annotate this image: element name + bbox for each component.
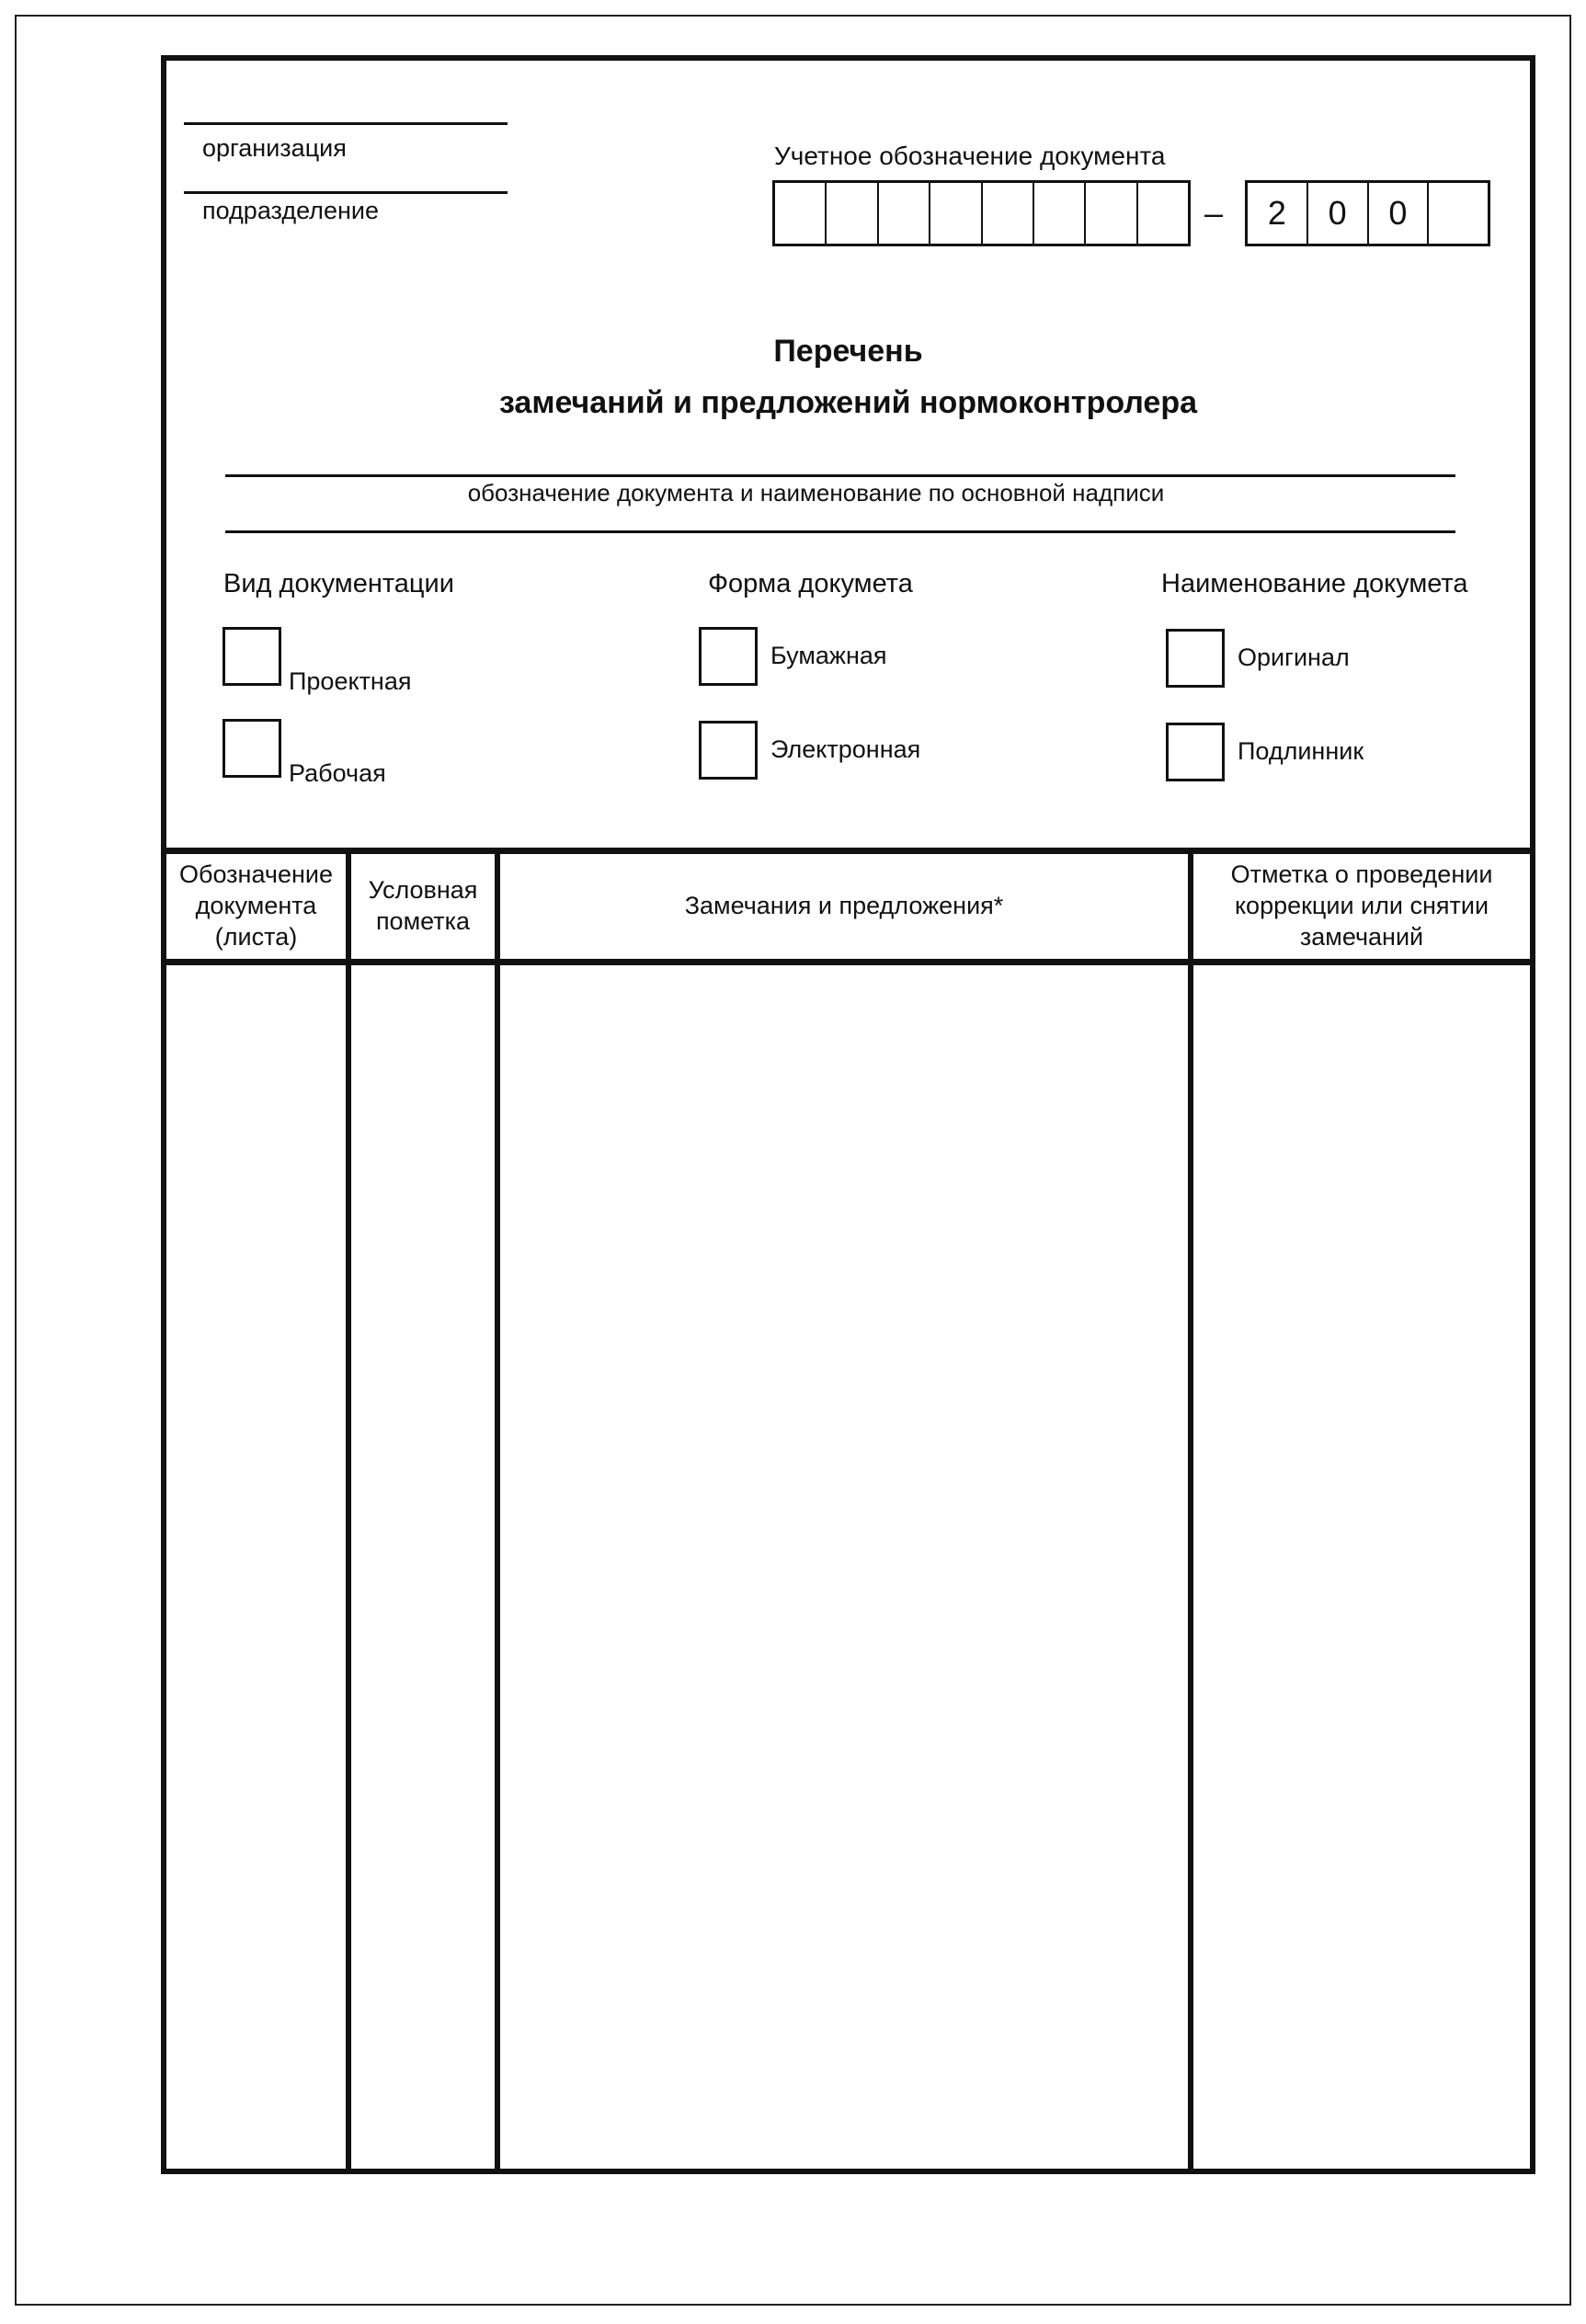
doc-designation-label: обозначение документа и наименование по основной надписи bbox=[467, 479, 1165, 507]
table-body-cell[interactable] bbox=[1193, 965, 1530, 2169]
year-cell[interactable] bbox=[1429, 183, 1488, 244]
year-cells[interactable] bbox=[1245, 180, 1490, 246]
designation-line bbox=[225, 474, 1455, 477]
doc-code-cell[interactable] bbox=[983, 183, 1034, 244]
original-option-label: Оригинал bbox=[1238, 644, 1350, 671]
subdivision-label: подразделение bbox=[202, 197, 379, 224]
year-cell[interactable]: 2 bbox=[1248, 183, 1308, 244]
design-checkbox[interactable] bbox=[222, 627, 281, 686]
original-checkbox[interactable] bbox=[1166, 629, 1225, 688]
doc-code-cell[interactable] bbox=[775, 183, 827, 244]
code-dash: – bbox=[1204, 194, 1224, 232]
paper-checkbox[interactable] bbox=[699, 627, 758, 686]
column-header-remarks: Замечания и предложения* bbox=[684, 892, 1004, 920]
paper-option-label: Бумажная bbox=[770, 642, 887, 669]
doc-code-cell[interactable] bbox=[827, 183, 878, 244]
master-copy-checkbox[interactable] bbox=[1166, 723, 1225, 781]
title-line1: Перечень bbox=[773, 334, 923, 369]
electronic-checkbox[interactable] bbox=[699, 721, 758, 780]
doc-kind-heading: Вид документации bbox=[223, 569, 454, 598]
table-header-rule bbox=[161, 959, 1535, 965]
master-copy-option-label: Подлинник bbox=[1238, 737, 1364, 765]
organization-line bbox=[184, 122, 508, 125]
year-cell[interactable]: 0 bbox=[1369, 183, 1430, 244]
doc-code-cell[interactable] bbox=[930, 183, 982, 244]
doc-form-heading: Форма докумета bbox=[708, 569, 913, 598]
year-cell[interactable]: 0 bbox=[1308, 183, 1369, 244]
design-option-label: Проектная bbox=[289, 667, 412, 695]
electronic-option-label: Электронная bbox=[770, 735, 921, 763]
column-header-designation: Обозначение документа (листа) bbox=[179, 860, 333, 951]
doc-name-heading: Наименование докумета bbox=[1161, 569, 1468, 598]
doc-code-cell[interactable] bbox=[879, 183, 930, 244]
table-body-cell[interactable] bbox=[500, 965, 1188, 2169]
working-checkbox[interactable] bbox=[222, 719, 281, 778]
designation-line-2 bbox=[225, 530, 1455, 533]
column-header-mark: Условная пометка bbox=[368, 876, 478, 935]
working-option-label: Рабочая bbox=[289, 759, 386, 787]
doc-code-label: Учетное обозначение документа bbox=[774, 142, 1166, 170]
title-line2: замечаний и предложений нормоконтролера bbox=[498, 385, 1198, 420]
table-top-rule bbox=[161, 848, 1535, 854]
organization-label: организация bbox=[202, 134, 347, 162]
doc-code-cell[interactable] bbox=[1086, 183, 1137, 244]
doc-code-cell[interactable] bbox=[1034, 183, 1086, 244]
doc-code-cell[interactable] bbox=[1138, 183, 1188, 244]
doc-code-cells[interactable] bbox=[772, 180, 1191, 246]
table-body-cell[interactable] bbox=[166, 965, 346, 2169]
table-body-cell[interactable] bbox=[351, 965, 495, 2169]
subdivision-line bbox=[184, 191, 508, 194]
column-header-correction: Отметка о проведении коррекции или снятии замечаний bbox=[1230, 860, 1493, 951]
